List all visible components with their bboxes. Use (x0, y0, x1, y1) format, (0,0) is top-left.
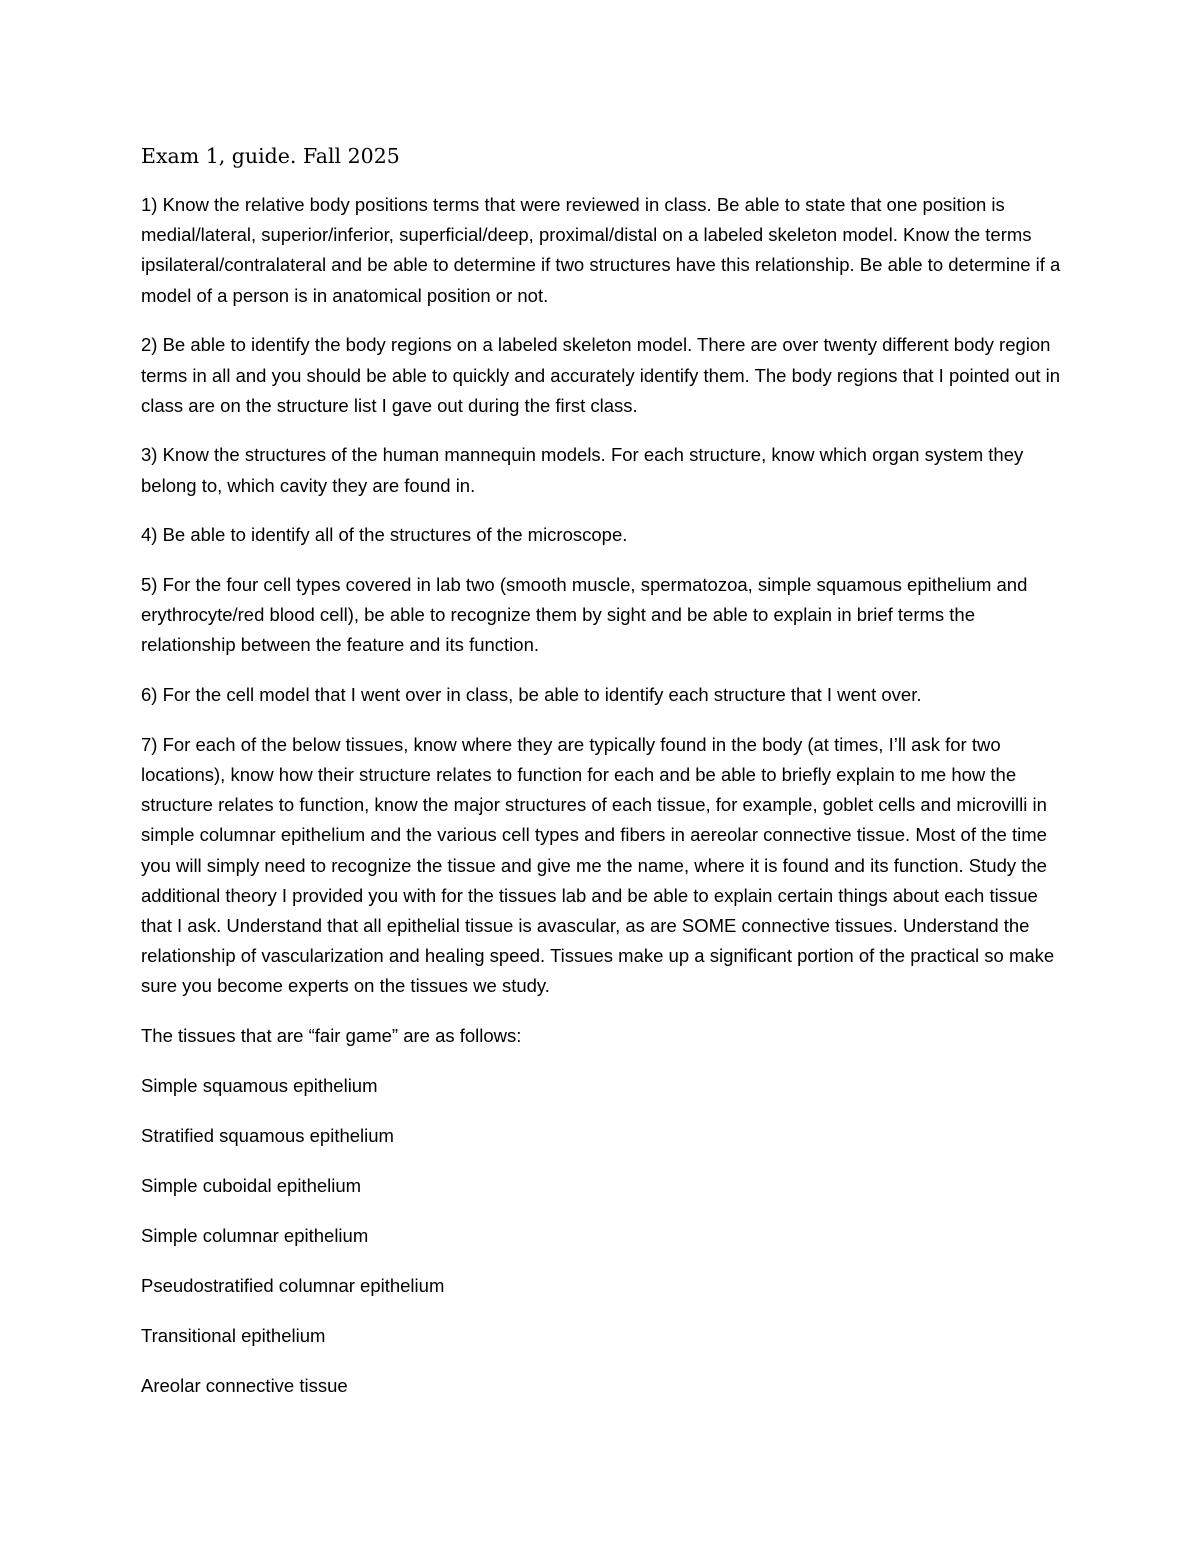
list-item: Stratified squamous epithelium (141, 1125, 394, 1147)
tissue-list (141, 1071, 1061, 1401)
list-item: Transitional epithelium (141, 1324, 326, 1346)
paragraph-cell-types: 5) For the four cell types covered in lab two (smooth muscle, spermatozoa, simple squamous epithelium and erythrocyte/red blood cell), be able to recognize them by sight and be able to explain in brief terms the relationship between the feature and its function. (141, 574, 1028, 656)
fair-game-intro: The tissues that are “fair game” are as follows: (141, 1025, 522, 1047)
document-body (141, 141, 1061, 1421)
paragraph-microscope: 4) Be able to identify all of the structures of the microscope. (141, 524, 628, 546)
document-title: Exam 1, guide. Fall 2025 (141, 144, 400, 168)
list-item: Simple columnar epithelium (141, 1225, 369, 1247)
list-item: Areolar connective tissue (141, 1374, 348, 1396)
paragraph-tissues: 7) For each of the below tissues, know where they are typically found in the body (at times, I’ll ask for two locations), know how their structure relates to function for each and be able to briefly explain to me how the structure relates to function, know the major structures of each tissue, for example, goblet cells and microvilli in simple columnar epithelium and the various cell types and fibers in aereolar connective tissue. Most of the time you will simply need to recognize the tissue and give me the name, where it is found and its function. Study the additional theory I provided you with for the tissues lab and be able to explain certain things about each tissue that I ask. Understand that all epithelial tissue is avascular, as are SOME connective tissues. Understand the relationship of vascularization and healing speed. Tissues make up a significant portion of the practical so make sure you become experts on the tissues we study. (141, 733, 1055, 997)
list-item: Pseudostratified columnar epithelium (141, 1274, 445, 1296)
list-item: Simple squamous epithelium (141, 1075, 378, 1097)
paragraph-body-regions: 2) Be able to identify the body regions on a labeled skeleton model. There are over twenty different body region terms in all and you should be able to quickly and accurately identify them. The body regions that I pointed out in class are on the structure list I gave out during the first class. (141, 334, 1061, 416)
paragraph-mannequin-structures: 3) Know the structures of the human mannequin models. For each structure, know which organ system they belong to, which cavity they are found in. (141, 444, 1024, 496)
paragraph-body-positions: 1) Know the relative body positions terms that were reviewed in class. Be able to state that one position is medial/lateral, superior/inferior, superficial/deep, proximal/distal on a labeled skeleton model. Know the terms ipsilateral/contralateral and be able to determine if two structures have this relationship. Be able to determine if a model of a person is in anatomical position or not. (141, 194, 1061, 306)
list-item: Simple cuboidal epithelium (141, 1175, 362, 1197)
paragraph-cell-model: 6) For the cell model that I went over in class, be able to identify each structure that I went over. (141, 684, 922, 706)
